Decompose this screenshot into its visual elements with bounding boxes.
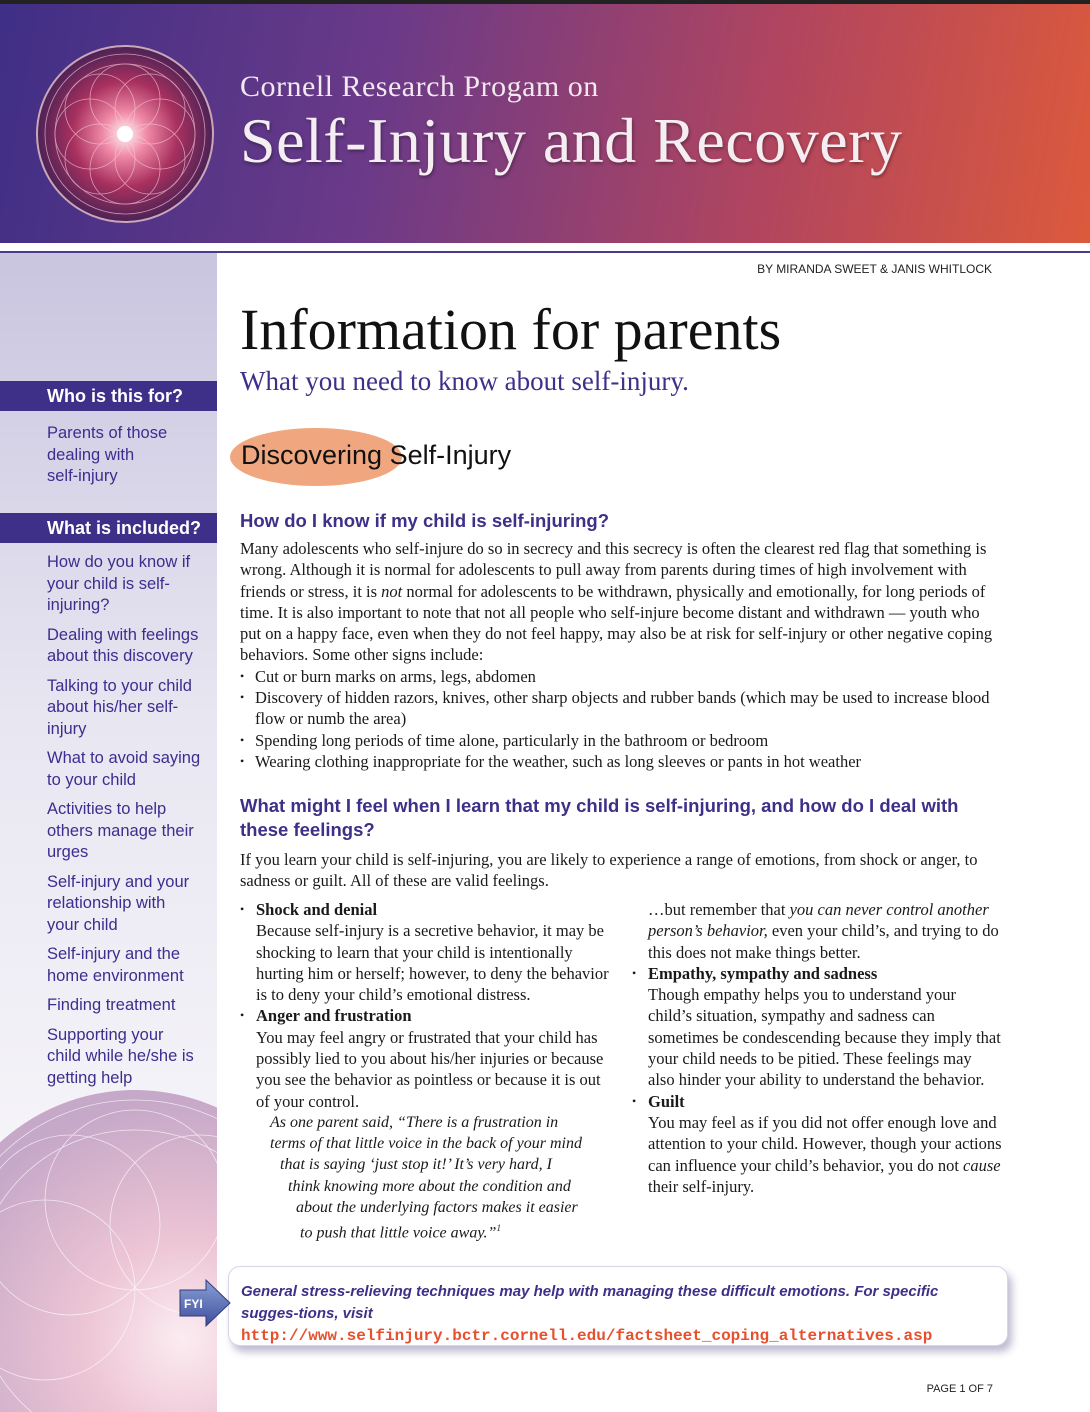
sidebar-item-talking[interactable] — [47, 676, 212, 741]
sidebar-item-home[interactable] — [47, 944, 212, 987]
included-list — [47, 552, 212, 1097]
sidebar-item-line: to your child — [47, 770, 136, 789]
sidebar-item-line: Supporting your — [47, 1025, 164, 1044]
heading-line: What might I feel when I learn that my child is self-injuring, and how do I deal with — [240, 795, 959, 816]
heading-line: these feelings? — [240, 819, 375, 840]
list-item: • Cut or burn marks on arms, legs, abdomen — [240, 666, 1000, 687]
footnote-marker: 1 — [496, 1222, 501, 1233]
sidebar-item-line: about his/her self- — [47, 698, 179, 716]
fyi-text — [241, 1281, 996, 1347]
sidebar-item-line: What to avoid saying — [47, 749, 201, 767]
signs-list — [240, 666, 1000, 772]
list-item: • Discovery of hidden razors, knives, other sharp objects and rubber bands (which may be used to increase blood flow or numb the area) — [240, 687, 1000, 730]
list-item — [240, 899, 610, 1005]
section-rest: Self-Injury — [382, 440, 512, 470]
text-run: normal for adolescents to be withdrawn, physically and emotionally, for long periods of time. It is also important to note that not all people who self-injure become distant and withdrawn — youth who put on a happy face, even when they do not feel happy, may also be at risk for self-injury or other negative coping behaviors. Some other signs include: — [240, 581, 993, 665]
parent-quote — [240, 1112, 610, 1244]
top-rule — [0, 0, 1090, 4]
sidebar-item-line: about this discovery — [47, 647, 193, 665]
sidebar-item-line: relationship with — [47, 894, 166, 912]
quote-line: think knowing more about the condition and — [288, 1177, 571, 1195]
sidebar-item-line: injuring? — [47, 596, 110, 614]
rosette-decoration-icon — [0, 1090, 217, 1412]
byline: BY MIRANDA SWEET & JANIS WHITLOCK — [757, 262, 992, 276]
text-run: You may feel as if you did not offer enough love and attention to your child. However, though your actions can influence your child’s behavior, you do not — [648, 1112, 1002, 1175]
quote-line: that is saying ‘just stop it!’ It’s very hard, I — [280, 1156, 552, 1174]
quote-line: As one parent said, “There is a frustration in — [270, 1113, 559, 1131]
item-title: • Anger and frustration — [256, 1006, 412, 1026]
sidebar-item-avoid[interactable] — [47, 748, 212, 791]
who-text — [47, 423, 212, 496]
text-run: Many adolescents who self-injure do so in secrecy and this secrecy is often the clearest red flag that something is wrong. Although it is normal for adolescents to pull away from parents during times of high involvement with friends or stress, it is — [240, 539, 987, 601]
fyi-arrow-icon — [176, 1278, 232, 1328]
text-emphasis: cause — [963, 1155, 1001, 1175]
who-line: self-injury — [47, 467, 118, 485]
fyi-label: FYI — [184, 1297, 203, 1311]
sidebar-item-line: How do you know if — [47, 553, 191, 571]
sidebar-item-line: urges — [47, 843, 89, 861]
sidebar-item-line: getting help — [47, 1068, 133, 1087]
question-2-heading — [240, 794, 958, 842]
continued-text — [632, 899, 1002, 963]
text-run: their self-injury. — [648, 1176, 755, 1196]
who-line: Parents of those — [47, 424, 168, 442]
page-number: PAGE 1 OF 7 — [926, 1383, 993, 1395]
left-column — [240, 899, 610, 1244]
section-heading — [241, 440, 511, 471]
sidebar-item-line: Self-injury and your — [47, 872, 190, 891]
sidebar-item-relationship[interactable] — [47, 872, 212, 937]
quote-text: to push that little voice away.” — [300, 1224, 497, 1242]
list-item: • Wearing clothing inappropriate for the weather, such as long sleeves or pants in hot weather — [240, 751, 1000, 772]
section-highlight: Discovering — [241, 440, 383, 470]
sidebar-item-line: home environment — [47, 966, 184, 985]
program-title: Self-Injury and Recovery — [240, 105, 903, 176]
sidebar-item-feelings[interactable] — [47, 625, 212, 668]
sidebar-item-line: your child — [47, 915, 118, 934]
sidebar-item-line: child while he/she is — [47, 1047, 194, 1065]
question-1-heading: How do I know if my child is self-injuring? — [240, 510, 609, 531]
who-heading: Who is this for? — [0, 381, 217, 411]
program-name: Cornell Research Progam on — [240, 70, 599, 103]
who-line: dealing with — [47, 445, 135, 464]
quote-line: terms of that little voice in the back of your mind — [270, 1135, 582, 1153]
list-item: • Spending long periods of time alone, particularly in the bathroom or bedroom — [240, 730, 1000, 751]
mandala-logo-icon — [35, 44, 215, 224]
text-run: even your child’s, and trying to do this does not make things better. — [648, 921, 999, 962]
included-heading: What is included? — [0, 513, 217, 543]
item-body — [648, 1112, 1002, 1197]
who-text-lines — [47, 423, 212, 488]
item-title: • Guilt — [648, 1091, 685, 1111]
item-body: You may feel angry or frustrated that your child has possibly lied to you about his/her injuries or because you see the behavior as pointless or because it is out of your control. — [256, 1027, 604, 1111]
question-1-paragraph — [240, 538, 1000, 666]
question-1-body — [240, 538, 1000, 772]
banner-divider — [0, 243, 1090, 253]
sidebar-item-line: Dealing with feelings — [47, 625, 199, 644]
sidebar-item-line: Activities to help — [47, 800, 167, 818]
quote-line — [240, 1218, 610, 1244]
page-title: Information for parents — [240, 297, 782, 362]
quote-line: about the underlying factors makes it easier — [296, 1198, 578, 1216]
text-emphasis: not — [381, 581, 403, 601]
sidebar-item-supporting[interactable] — [47, 1025, 212, 1090]
sidebar-item-treatment[interactable] — [47, 995, 212, 1017]
fyi-message: General stress-relieving techniques may help with managing these difficult emotions. For specific sugges-tions, visit — [241, 1283, 939, 1322]
sidebar-item-line: others manage their — [47, 821, 194, 840]
list-item — [632, 1091, 1002, 1197]
sidebar-item-know[interactable] — [47, 552, 212, 617]
list-item — [240, 1005, 610, 1111]
sidebar-item-line: your child is self- — [47, 574, 170, 593]
right-column — [632, 899, 1002, 1197]
item-title: • Shock and denial — [256, 900, 378, 919]
sidebar-item-line: Talking to your child — [47, 676, 192, 695]
page-subtitle: What you need to know about self-injury. — [240, 366, 689, 396]
sidebar-item-line: Self-injury and the — [47, 945, 180, 963]
item-body: Though empathy helps you to understand your child’s situation, sympathy and sadness can sometimes be condescending because they imply that your child needs to be pitied. These feelings may also hinder your ability to understand the behavior. — [648, 985, 1001, 1090]
text-emphasis: you can never control another person’s behavior, — [648, 900, 989, 941]
fyi-link[interactable]: http://www.selfinjury.bctr.cornell.edu/factsheet_coping_alternatives.asp — [241, 1327, 933, 1345]
item-body: Because self-injury is a secretive behavior, it may be shocking to learn that your child is intentionally hurting him or herself; however, to deny the behavior is to deny your child’s emotional distress. — [256, 921, 609, 1005]
text-run: …but remember that — [648, 900, 790, 919]
sidebar-item-line: Finding treatment — [47, 996, 176, 1014]
list-item — [632, 963, 1002, 1091]
sidebar-item-activities[interactable] — [47, 799, 212, 864]
item-title: • Empathy, sympathy and sadness — [648, 963, 878, 983]
sidebar-item-line: injury — [47, 719, 87, 738]
question-2-intro: If you learn your child is self-injuring, you are likely to experience a range of emotions, from shock or anger, to sadness or guilt. All of these are valid feelings. — [240, 850, 978, 891]
